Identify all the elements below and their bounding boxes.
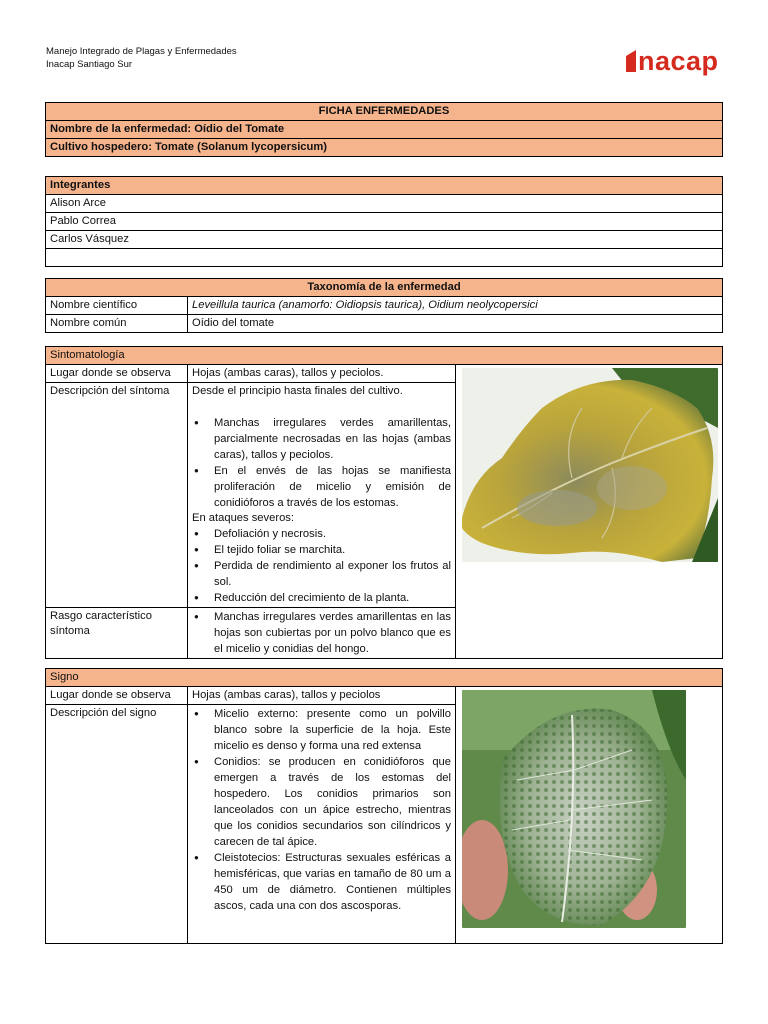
symptom-bullet-list: [192, 415, 451, 511]
integrantes-title: Integrantes: [46, 177, 723, 195]
scientific-name-label: Nombre científico: [46, 297, 188, 315]
list-item: ● Reducción del crecimiento de la planta.: [192, 590, 451, 606]
list-item: ● Defoliación y necrosis.: [192, 526, 451, 542]
list-item: ● Cleistotecios: Estructuras sexuales esféricas a hemisféricas, que varias en tamaño de 80 um a 450 um de diámetro. Contienen múltiples ascos, cada una con dos ascosporas.: [192, 850, 451, 914]
member-row-empty: [46, 249, 723, 267]
taxonomia-title: Taxonomía de la enfermedad: [46, 279, 723, 297]
sintomatologia-table: [45, 346, 723, 659]
severe-attacks-list: [192, 526, 451, 606]
symptom-location-value: Hojas (ambas caras), tallos y peciolos.: [188, 365, 456, 383]
campus-name: Inacap Santiago Sur: [46, 59, 133, 70]
sign-location-value: Hojas (ambas caras), tallos y peciolos: [188, 687, 456, 705]
common-name-value: Oídio del tomate: [188, 315, 723, 333]
list-item: ● Micelio externo: presente como un polvillo blanco sobre la superficie de la hoja. Este micelio es denso y forma una red extensa: [192, 706, 451, 754]
sign-description-label: Descripción del signo: [46, 705, 188, 944]
inacap-logo: [626, 46, 719, 76]
symptom-intro: Desde el principio hasta finales del cultivo.: [192, 385, 403, 397]
severe-attacks-label: En ataques severos:: [192, 512, 294, 524]
common-name-label: Nombre común: [46, 315, 188, 333]
sign-image-cell: [456, 687, 723, 944]
document-header: [46, 45, 237, 71]
scientific-name-value: Leveillula taurica (anamorfo: Oidiopsis taurica), Oidium neolycopersici: [188, 297, 723, 315]
signo-title: Signo: [46, 669, 723, 687]
yellow-leaf-image: [462, 368, 718, 562]
sign-bullet-list: [192, 706, 451, 914]
list-item: ● Conidios: se producen en conidióforos que emergen a través de los estomas del hospedero. Los conidios primarios son lanceolados con un ápice estrecho, mientras que los conidios secundarios son cilíndricos y carecen de tal ápice.: [192, 754, 451, 850]
powdery-leaf-image: [462, 690, 686, 928]
sign-description-value: [188, 705, 456, 944]
list-item: ● Manchas irregulares verdes amarillentas en las hojas son cubiertas por un polvo blanco que es el micelio y conidias del hongo.: [192, 609, 451, 657]
list-item: ● Manchas irregulares verdes amarillentas, parcialmente necrosadas en las hojas (ambas caras), tallos y peciolos.: [192, 415, 451, 463]
ficha-title: FICHA ENFERMEDADES: [46, 103, 723, 121]
list-item: ● Perdida de rendimiento al exponer los frutos al sol.: [192, 558, 451, 590]
signo-table: [45, 668, 723, 944]
list-item: ● El tejido foliar se marchita.: [192, 542, 451, 558]
logo-wordmark: nacap: [638, 46, 719, 76]
sign-location-label: Lugar donde se observa: [46, 687, 188, 705]
symptom-description-value: [188, 383, 456, 608]
sintomatologia-title: Sintomatología: [46, 347, 723, 365]
ficha-table: [45, 102, 723, 157]
list-item: ● En el envés de las hojas se manifiesta proliferación de micelio y emisión de conidióforos a través de los estomas.: [192, 463, 451, 511]
course-name: Manejo Integrado de Plagas y Enfermedades: [46, 46, 237, 57]
trait-bullet-list: [192, 609, 451, 657]
member-row: Carlos Vásquez: [46, 231, 723, 249]
disease-name: Nombre de la enfermedad: Oídio del Tomate: [46, 121, 723, 139]
symptom-image-cell: [456, 365, 723, 659]
characteristic-trait-label: Rasgo característico síntoma: [46, 608, 188, 659]
logo-mark-icon: [626, 50, 636, 72]
integrantes-table: [45, 176, 723, 267]
member-row: Pablo Correa: [46, 213, 723, 231]
taxonomia-table: [45, 278, 723, 333]
characteristic-trait-value: [188, 608, 456, 659]
host-crop: Cultivo hospedero: Tomate (Solanum lycopersicum): [46, 139, 723, 157]
symptom-location-label: Lugar donde se observa: [46, 365, 188, 383]
symptom-description-label: Descripción del síntoma: [46, 383, 188, 608]
member-row: Alison Arce: [46, 195, 723, 213]
